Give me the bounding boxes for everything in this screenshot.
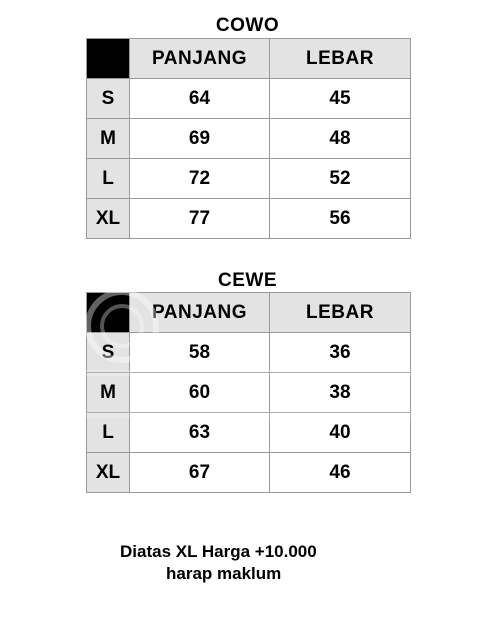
- size-label: S: [87, 79, 130, 119]
- table-row: [87, 333, 411, 373]
- corner-cell: [87, 39, 130, 79]
- size-label: S: [87, 333, 130, 373]
- table-header-row: [87, 293, 411, 333]
- lebar-value: 40: [270, 413, 411, 453]
- header-panjang: PANJANG: [130, 39, 270, 79]
- panjang-value: 69: [130, 119, 270, 159]
- lebar-value: 45: [270, 79, 411, 119]
- apology-note: harap maklum: [166, 564, 282, 583]
- table-row: [87, 159, 411, 199]
- table-row: [87, 453, 411, 493]
- panjang-value: 60: [130, 373, 270, 413]
- corner-cell: [87, 293, 130, 333]
- lebar-value: 38: [270, 373, 411, 413]
- size-label: XL: [87, 453, 130, 493]
- table-row: [87, 79, 411, 119]
- panjang-value: 67: [130, 453, 270, 493]
- lebar-value: 46: [270, 453, 411, 493]
- cowo-title: COWO: [215, 15, 280, 36]
- table-row: [87, 199, 411, 239]
- table-header-row: [87, 39, 411, 79]
- size-label: M: [87, 373, 130, 413]
- header-lebar: LEBAR: [270, 39, 411, 79]
- table-row: [87, 413, 411, 453]
- header-panjang: PANJANG: [130, 293, 270, 333]
- size-label: L: [87, 413, 130, 453]
- cowo-size-table: [86, 38, 411, 239]
- panjang-value: 63: [130, 413, 270, 453]
- lebar-value: 52: [270, 159, 411, 199]
- cewe-title: CEWE: [218, 270, 277, 291]
- table-row: [87, 373, 411, 413]
- lebar-value: 56: [270, 199, 411, 239]
- panjang-value: 77: [130, 199, 270, 239]
- price-note: Diatas XL Harga +10.000: [120, 542, 317, 561]
- cewe-size-table: [86, 292, 411, 493]
- size-label: L: [87, 159, 130, 199]
- panjang-value: 72: [130, 159, 270, 199]
- size-label: XL: [87, 199, 130, 239]
- size-label: M: [87, 119, 130, 159]
- panjang-value: 64: [130, 79, 270, 119]
- panjang-value: 58: [130, 333, 270, 373]
- table-row: [87, 119, 411, 159]
- header-lebar: LEBAR: [270, 293, 411, 333]
- lebar-value: 36: [270, 333, 411, 373]
- lebar-value: 48: [270, 119, 411, 159]
